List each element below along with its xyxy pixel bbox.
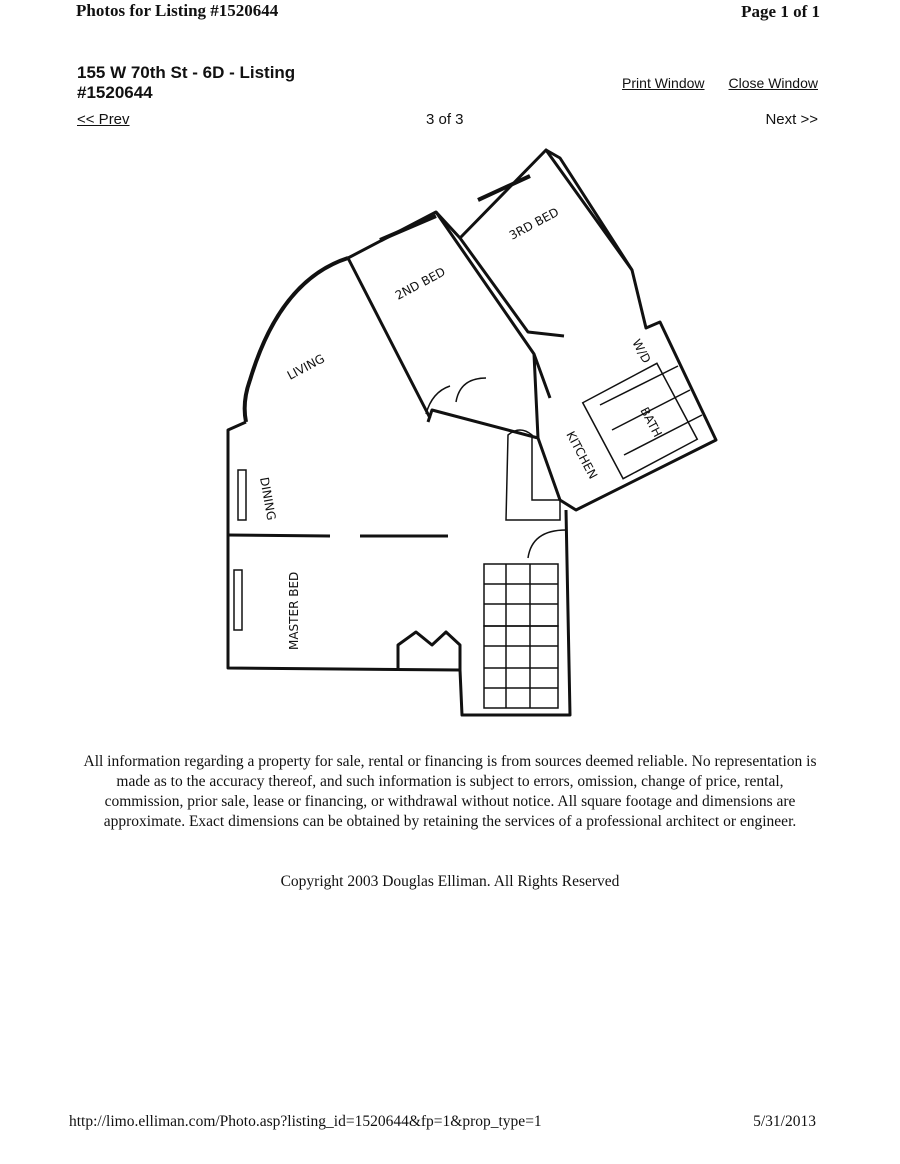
room-label-second-bed: 2ND BED	[392, 264, 448, 303]
second-bed-walls	[348, 212, 550, 438]
master-bed-partition	[228, 535, 448, 536]
door-swing	[528, 530, 566, 558]
room-label-dining: DINING	[257, 476, 279, 522]
bath-tile-grid	[583, 363, 702, 478]
footer-date: 5/31/2013	[753, 1113, 816, 1130]
window-links	[622, 75, 818, 91]
floorplan-image	[220, 140, 730, 730]
window-strip	[238, 470, 246, 520]
listing-title-line1: 155 W 70th St - 6D - Listing	[77, 63, 296, 82]
room-label-bath: BATH	[637, 404, 665, 440]
room-label-third-bed: 3RD BED	[506, 204, 562, 243]
window-strip	[234, 570, 242, 630]
room-label-master-bed: MASTER BED	[287, 571, 301, 650]
print-page-title: Photos for Listing #1520644	[76, 1, 279, 20]
next-link[interactable]: Next >>	[765, 111, 818, 128]
master-closet	[398, 632, 460, 670]
door-swing	[426, 386, 450, 414]
prev-link[interactable]: << Prev	[77, 111, 130, 128]
window-strip	[478, 176, 530, 200]
door-swing	[456, 378, 486, 402]
footer-url: http://limo.elliman.com/Photo.asp?listing_id=1520644&fp=1&prop_type=1	[69, 1113, 542, 1130]
print-page-count: Page 1 of 1	[741, 2, 820, 21]
apartment-outline	[228, 422, 570, 715]
window-strip	[380, 216, 436, 240]
disclaimer-text: All information regarding a property for sale, rental or financing is from sources deemed reliable. No representation is made as to the accuracy thereof, and such information is subject to errors, omission, change of price, rental, commission, prior sale, lease or financing, or withdrawal without notice. All square footage and dimensions are approximate. Exact dimensions can be obtained by retaining the services of a professional architect or engineer.	[83, 753, 817, 830]
third-bed-walls	[460, 150, 632, 336]
living-curved-wall	[245, 258, 348, 422]
room-label-kitchen: KITCHEN	[563, 428, 601, 482]
lower-bath-grid	[484, 564, 558, 708]
close-window-link[interactable]: Close Window	[728, 75, 818, 91]
copyright-text: Copyright 2003 Douglas Elliman. All Rights Reserved	[280, 873, 620, 890]
photo-counter: 3 of 3	[426, 111, 464, 128]
print-window-link[interactable]: Print Window	[622, 75, 705, 91]
listing-title-line2: #1520644	[77, 83, 153, 102]
room-label-wd: W/D	[629, 336, 654, 366]
listing-title	[77, 63, 377, 103]
room-label-living: LIVING	[284, 351, 327, 383]
